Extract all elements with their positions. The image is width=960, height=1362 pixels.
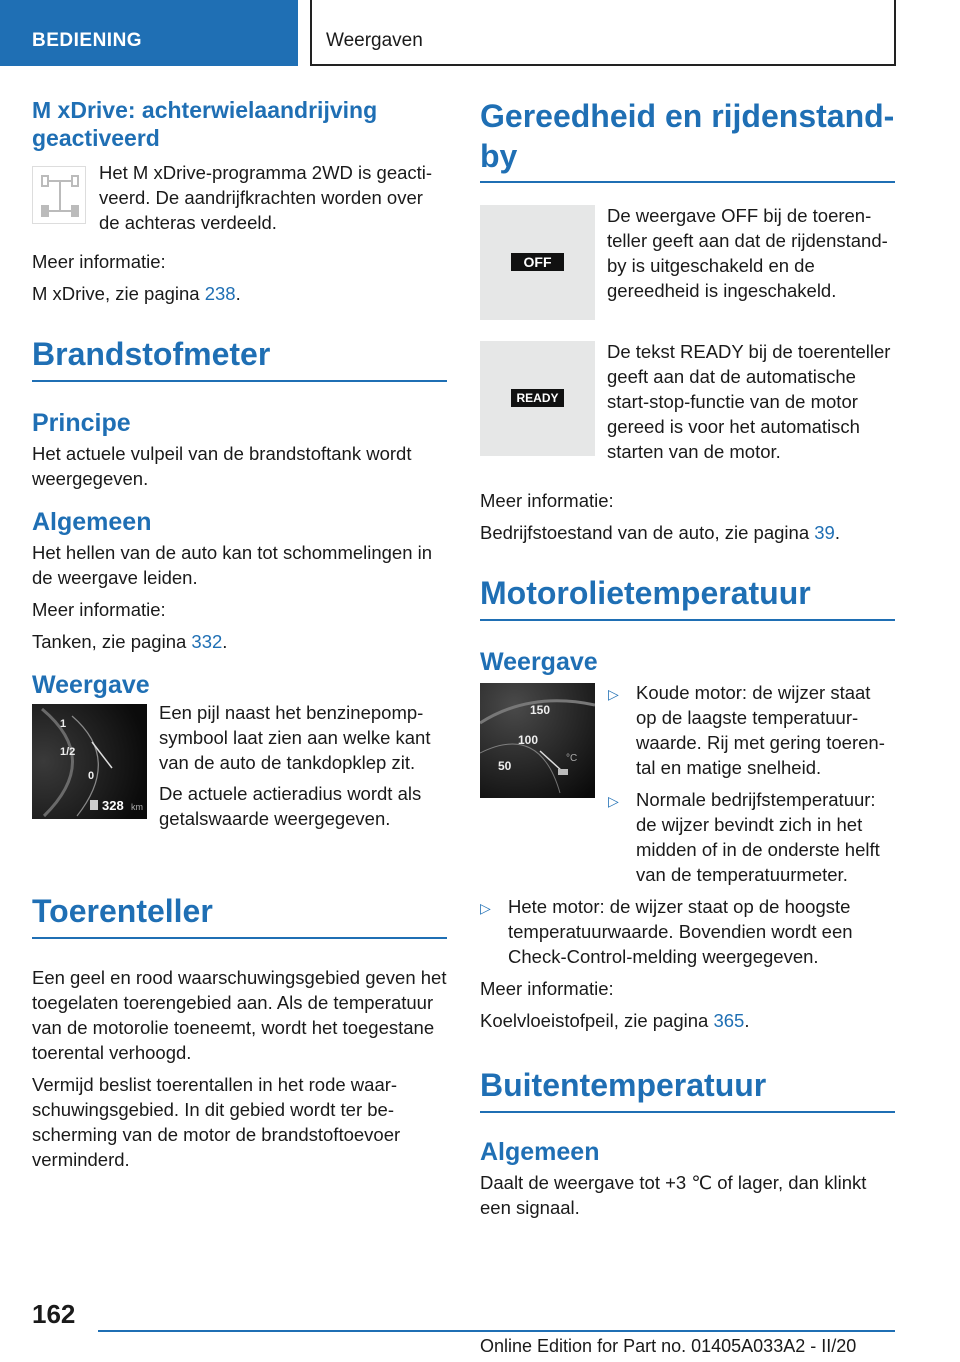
oil-tick-100: 100 — [518, 733, 539, 747]
fuel-general-text: Het hellen van de auto kan tot schommelingen in de weergave leiden. — [32, 542, 433, 588]
oil-bullet-hot-text: Hete motor: de wijzer staat op de hoogste temperatuurwaarde. Bovendien wordt een Check-Control-melding weergegeven. — [508, 896, 853, 967]
off-figure-row — [480, 205, 895, 320]
oil-can-icon — [558, 769, 568, 775]
right-column — [480, 96, 895, 1220]
fuel-display-text2: De actuele actieradius wordt als getalswaarde weergegeven. — [159, 783, 422, 829]
oil-reference: Koelvloeistofpeil, zie pagina 365. — [480, 1010, 750, 1031]
fuel-principle-text: Het actuele vulpeil van de brandstoftank wordt weergegeven. — [32, 443, 412, 489]
fuel-gauge-image — [32, 704, 147, 819]
ready-more-info: Meer informatie: — [480, 490, 614, 511]
fuel-display-text-block — [147, 700, 447, 831]
fuel-range-unit: km — [131, 802, 143, 812]
xdrive-2wd-icon — [32, 166, 86, 224]
oil-bullet-normal-text: Normale bedrijfstemperatuur: de wijzer bevindt zich in het midden of in de onderste helft van de temperatuurmeter. — [636, 789, 880, 885]
fuel-figure-row — [32, 704, 447, 831]
off-indicator-image — [480, 205, 595, 320]
left-column — [32, 96, 447, 1172]
oil-bullets — [595, 680, 895, 887]
ready-reference: Bedrijfstoestand van de auto, zie pagina 39. — [480, 522, 840, 543]
ready-indicator-image — [480, 341, 595, 456]
fuel-pump-icon — [90, 800, 98, 810]
ready-figure-row — [480, 341, 895, 464]
fuel-page-link[interactable]: 332 — [191, 631, 223, 652]
xdrive-page-link[interactable]: 238 — [204, 283, 236, 304]
outside-general-text: Daalt de weergave tot +3 ℃ of lager, dan klinkt een signaal. — [480, 1172, 867, 1218]
oil-gauge-image — [480, 683, 595, 798]
oil-tick-150: 150 — [530, 703, 551, 717]
oil-tick-50: 50 — [498, 759, 512, 773]
ready-ref-text: Bedrijfstoestand van de auto, zie pagina — [480, 522, 815, 543]
fuel-ref-text: Tanken, zie pagina — [32, 631, 192, 652]
section-label: BEDIENING — [0, 0, 298, 66]
oil-figure-row — [480, 683, 895, 887]
xdrive-heading: M xDrive: achterwielaandrijving geactiveerd — [32, 97, 378, 151]
ready-text: De tekst READY bij de toerenteller geeft aan dat de automatische start-stop-functie van de motor gereed is voor het automatisch starten van de motor. — [607, 341, 891, 462]
oil-bullet-hot — [480, 894, 895, 969]
outside-temp-heading: Buitentemperatuur — [480, 1067, 895, 1113]
fuel-principle-heading: Principe — [32, 409, 131, 437]
bullet-triangle-icon: ▷ — [480, 900, 491, 916]
fuel-display-text1: Een pijl naast het benzinepompsymbool laat zien aan welke kant van de auto de tankdopklep zit. — [159, 702, 431, 773]
oil-ref-text: Koelvloeistofpeil, zie pagina — [480, 1010, 714, 1031]
oil-unit: °C — [566, 753, 578, 764]
ready-label: READY — [511, 389, 564, 407]
xdrive-ref-text: M xDrive, zie pagina — [32, 283, 205, 304]
fuel-more-info: Meer informatie: — [32, 599, 166, 620]
bullet-triangle-icon: ▷ — [608, 793, 619, 809]
page-number: 162 — [32, 1299, 76, 1329]
chapter-label: Weergaven — [310, 0, 896, 66]
fuel-heading: Brandstofmeter — [32, 336, 447, 382]
fuel-range-value: 328 — [102, 798, 124, 813]
fuel-display-heading: Weergave — [32, 671, 150, 699]
ready-heading: Gereedheid en rijdenstand-by — [480, 96, 895, 183]
fuel-general-heading: Algemeen — [32, 508, 152, 536]
tacho-text2: Vermijd beslist toerentallen in het rode waarschuwingsgebied. In dit gebied wordt ter bescherming van de motor de brandstoftoevoer verminderd. — [32, 1074, 401, 1170]
oil-bullet-cold — [608, 680, 895, 780]
ready-page-link[interactable]: 39 — [814, 522, 835, 543]
tacho-text1: Een geel en rood waarschuwingsgebied geven het toegelaten toerengebied aan. Als de temperatuur van de motorolie toeneemt, wordt het toegestane toerental verhoogd. — [32, 967, 447, 1063]
oil-more-info: Meer informatie: — [480, 978, 614, 999]
edition-note: Online Edition for Part no. 01405A033A2 - II/20 — [480, 1336, 857, 1356]
oil-bullet-normal — [608, 787, 895, 887]
xdrive-figure-row — [32, 162, 447, 235]
outside-general-heading: Algemeen — [480, 1138, 600, 1166]
bullet-triangle-icon: ▷ — [608, 686, 619, 702]
fuel-half-tick: 1/2 — [60, 746, 76, 758]
oil-heading: Motorolietemperatuur — [480, 575, 895, 621]
tacho-heading: Toerenteller — [32, 893, 447, 939]
page-header — [0, 0, 960, 66]
oil-page-link[interactable]: 365 — [713, 1010, 745, 1031]
fuel-full-tick: 1 — [60, 718, 67, 730]
off-text: De weergave OFF bij de toerenteller geeft aan dat de rijdenstand-by is uitgeschakeld en de gereedheid is ingeschakeld. — [607, 205, 888, 301]
oil-display-heading: Weergave — [480, 648, 598, 676]
xdrive-reference: M xDrive, zie pagina 238. — [32, 283, 241, 304]
oil-bullet-cold-text: Koude motor: de wijzer staat op de laagste temperatuurwaarde. Rij met gering toerental en matige snelheid. — [636, 682, 885, 778]
fuel-empty-tick: 0 — [88, 770, 95, 782]
off-label: OFF — [511, 253, 564, 271]
xdrive-more-info: Meer informatie: — [32, 251, 166, 272]
footer-rule — [98, 1330, 895, 1332]
fuel-reference: Tanken, zie pagina 332. — [32, 631, 228, 652]
xdrive-text: Het M xDrive-programma 2WD is geactiveerd. De aandrijfkrachten worden over de achteras verdeeld. — [99, 162, 433, 233]
